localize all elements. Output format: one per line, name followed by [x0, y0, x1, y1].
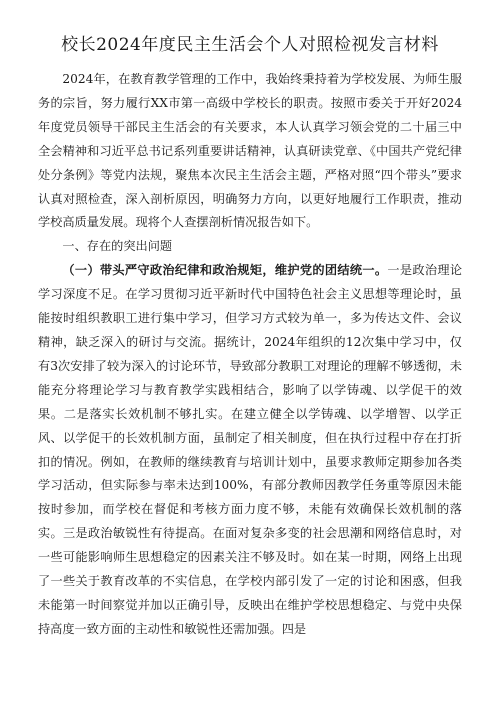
- subsection-body: 一是政治理论学习深度不足。在学习贯彻习近平新时代中国特色社会主义思想等理论时，虽能按时组织教职工进行集中学习，但学习方式较为单一，多为传达文件、会议精神，缺乏深入的研讨与交流。据统计，2024年组织的12次集中学习中，仅有3次安排了较为深入的讨论环节，导致部分教职工对理论的理解不够透彻，未能充分将理论学习与教育教学实践相结合，影响了以学铸魂、以学促干的效果。二是落实长效机制不够扎实。在建立健全以学铸魂、以学增智、以学正风、以学促干的长效机制方面，虽制定了相关制度，但在执行过程中存在打折扣的情况。例如，在教师的继续教育与培训计划中，虽要求教师定期参加各类学习活动，但实际参与率未达到100%，有部分教师因教学任务重等原因未能按时参加，而学校在督促和考核方面力度不够，未能有效确保长效机制的落实。三是政治敏锐性有待提高。在面对复杂多变的社会思潮和网络信息时，对一些可能影响师生思想稳定的因素关注不够及时。如在某一时期，网络上出现了一些关于教育改革的不实信息，在学校内部引发了一定的讨论和困惑，但我未能第一时间察觉并加以正确引导，反映出在维护学校思想稳定、与党中央保持高度一致方面的主动性和敏锐性还需加强。四是: [38, 263, 463, 636]
- intro-paragraph: 2024年，在教育教学管理的工作中，我始终秉持着为学校发展、为师生服务的宗旨，努力履行XX市第一高级中学校长的职责。按照市委关于开好2024年度党员领导干部民主生活会的有关要求，本人认真学习领会党的二十届三中全会精神和习近平总书记系列重要讲话精神，认真研读党章、《中国共产党纪律处分条例》等党内法规，聚焦本次民主生活会主题，严格对照“四个带头”要求认真对照检查，深入剖析原因，明确努力方向，以更好地履行工作职责，推动学校高质量发展。现将个人查摆剖析情况报告如下。: [38, 72, 462, 230]
- subsection-heading: （一）带头严守政治纪律和政治规矩，维护党的团结统一。: [62, 263, 388, 278]
- section-heading: 一、存在的突出问题: [62, 239, 173, 254]
- document-title: 校长2024年度民主生活会个人对照检视发言材料: [61, 35, 439, 55]
- document-body: [38, 68, 462, 642]
- subsection-paragraph: [38, 259, 462, 642]
